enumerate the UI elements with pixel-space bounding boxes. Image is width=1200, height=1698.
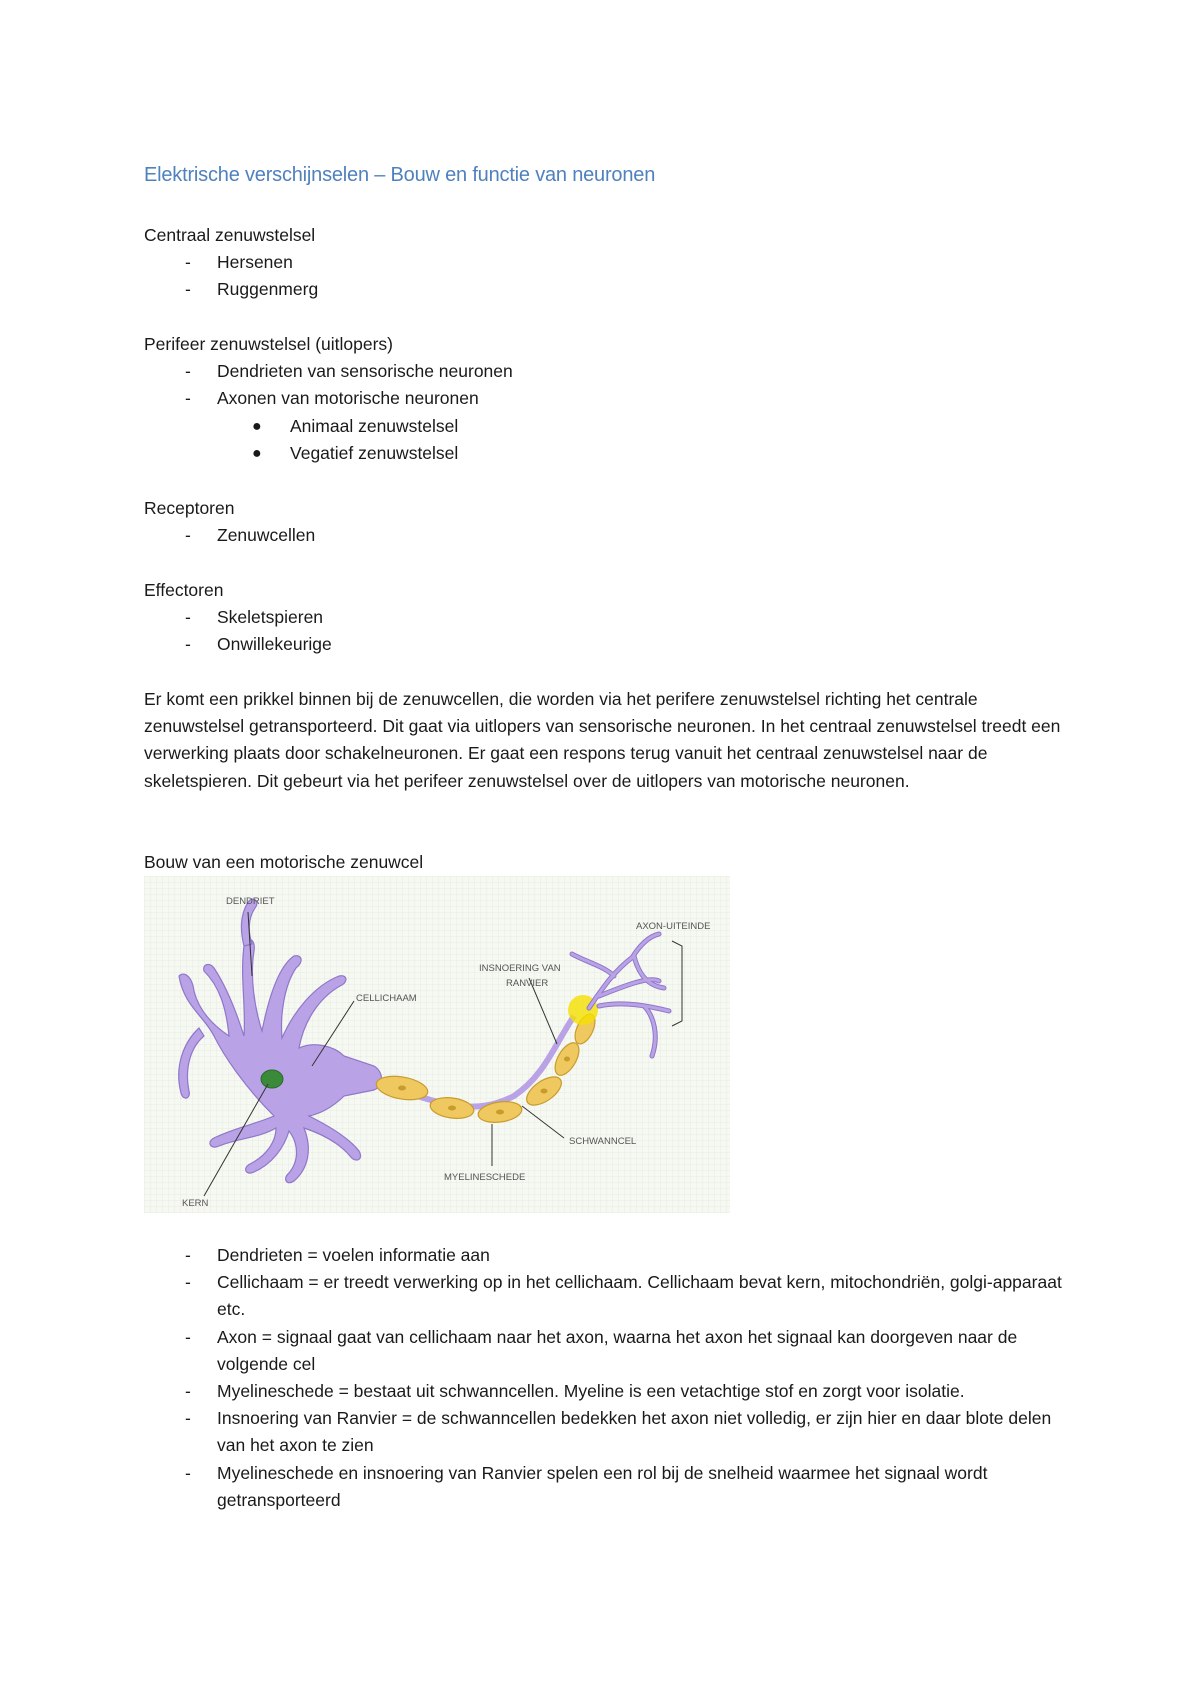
bullet-list [144, 604, 1064, 658]
dash-marker: - [185, 525, 191, 546]
bullet-dot-icon: ● [252, 417, 262, 435]
definition-item [144, 1460, 1064, 1514]
list-item-text: Dendrieten van sensorische neuronen [217, 361, 513, 382]
dash-marker: - [185, 361, 191, 382]
definition-item [144, 1269, 1064, 1323]
figure-heading-block [144, 849, 1064, 876]
definition-item [144, 1378, 1064, 1405]
definition-item [144, 1242, 1064, 1269]
section-heading: Perifeer zenuwstelsel (uitlopers) [144, 334, 393, 354]
list-item [144, 522, 1064, 549]
nucleus-shape [261, 1070, 283, 1088]
list-item [144, 358, 1064, 385]
section-centraal [144, 222, 1064, 304]
neuron-svg [144, 876, 730, 1213]
dash-marker: - [185, 1272, 191, 1293]
definition-item [144, 1324, 1064, 1378]
definition-text: Axon = signaal gaat van cellichaam naar het axon, waarna het axon het signaal kan doorgeven naar de volgende cel [217, 1326, 1018, 1374]
section-heading: Effectoren [144, 580, 224, 600]
dash-marker: - [185, 1408, 191, 1429]
dash-marker: - [185, 1326, 191, 1347]
definitions-list [144, 1242, 1064, 1514]
list-item [144, 631, 1064, 658]
bullet-list [144, 249, 1064, 303]
body-paragraph-block [144, 686, 1064, 795]
definition-text: Myelineschede = bestaat uit schwanncellen. Myeline is een vetachtige stof en zorgt voor isolatie. [217, 1381, 965, 1402]
document-title: Elektrische verschijnselen – Bouw en functie van neuronen [144, 164, 656, 186]
label-kern: KERN [182, 1198, 209, 1209]
definition-text: Myelineschede en insnoering van Ranvier spelen een rol bij de snelheid waarmee het signaal wordt getransporteerd [217, 1462, 988, 1510]
dash-marker: - [185, 252, 191, 273]
label-schwanncel: SCHWANNCEL [569, 1136, 637, 1147]
list-item-text: Ruggenmerg [217, 279, 319, 300]
dash-marker: - [185, 1245, 191, 1265]
definition-text: Insnoering van Ranvier = de schwanncellen bedekken het axon niet volledig, er zijn hier en daar blote delen van het axon te zien [217, 1408, 1052, 1456]
bullet-list [144, 522, 1064, 549]
section-heading: Receptoren [144, 498, 235, 518]
label-myelineschede: MYELINESCHEDE [444, 1172, 526, 1183]
label-dendriet: DENDRIET [226, 896, 275, 907]
dash-marker: - [185, 1381, 191, 1402]
neuron-diagram [144, 876, 730, 1213]
bullet-dot-icon: ● [252, 444, 262, 462]
figure-heading: Bouw van een motorische zenuwcel [144, 852, 424, 872]
bullet-list [144, 358, 1064, 412]
section-effectoren [144, 577, 1064, 659]
list-item [144, 249, 1064, 276]
dash-marker: - [185, 634, 191, 655]
body-paragraph: Er komt een prikkel binnen bij de zenuwcellen, die worden via het perifere zenuwstelsel richting het centrale zenuwstelsel getransporteerd. Dit gaat via uitlopers van sensorische neuronen. In het centraal zenuwstelsel treedt een verwerking plaats door schakelneuronen. Er gaat een respons terug vanuit het centraal zenuwstelsel naar de skeletspieren. Dit gebeurt via het perifeer zenuwstelsel over de uitlopers van motorische neuronen. [144, 689, 1061, 791]
definition-text: Dendrieten = voelen informatie aan [217, 1245, 490, 1265]
sub-list-item [144, 440, 1064, 467]
list-item [144, 385, 1064, 412]
list-item-text: Onwillekeurige [217, 634, 332, 655]
label-insnoering-2: RANVIER [506, 978, 549, 989]
definition-item [144, 1405, 1064, 1459]
sub-list-item [144, 413, 1064, 440]
list-item [144, 276, 1064, 303]
dash-marker: - [185, 279, 191, 300]
section-receptoren [144, 495, 1064, 549]
list-item-text: Animaal zenuwstelsel [290, 415, 459, 436]
dash-marker: - [185, 1462, 191, 1483]
list-item-text: Axonen van motorische neuronen [217, 388, 479, 409]
label-cellichaam: CELLICHAAM [356, 993, 417, 1004]
list-item [144, 604, 1064, 631]
dash-marker: - [185, 388, 191, 409]
list-item-text: Zenuwcellen [217, 525, 316, 546]
list-item-text: Hersenen [217, 252, 293, 273]
label-insnoering-1: INSNOERING VAN [479, 963, 561, 974]
list-item-text: Skeletspieren [217, 607, 324, 628]
sub-bullet-list [144, 413, 1064, 467]
section-heading: Centraal zenuwstelsel [144, 225, 316, 245]
list-item-text: Vegatief zenuwstelsel [290, 442, 459, 463]
section-perifeer [144, 331, 1064, 467]
definitions-block [144, 1242, 1064, 1514]
label-axon-uiteinde: AXON-UITEINDE [636, 921, 711, 932]
definition-text: Cellichaam = er treedt verwerking op in het cellichaam. Cellichaam bevat kern, mitochondriën, golgi-apparaat etc. [217, 1272, 1062, 1320]
dash-marker: - [185, 607, 191, 628]
